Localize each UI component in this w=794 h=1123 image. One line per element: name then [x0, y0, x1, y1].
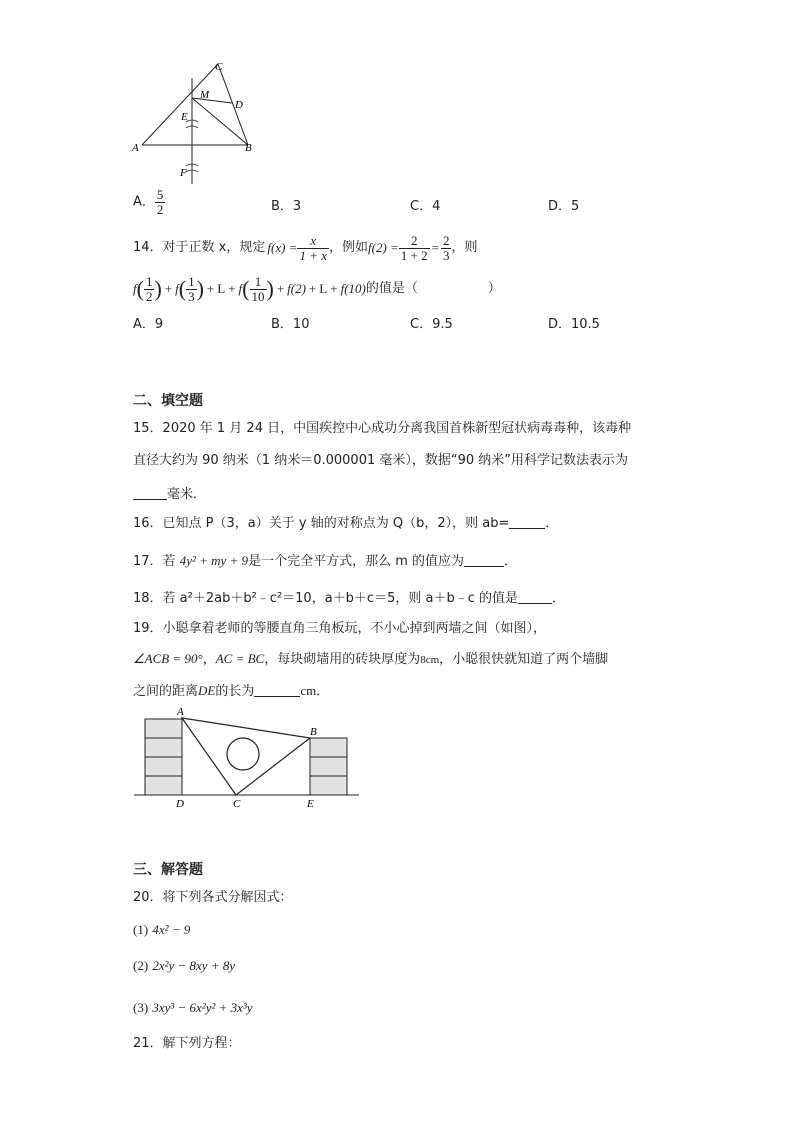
q19-ac-bc: AC = BC	[215, 651, 265, 666]
q15-line1: 15．2020 年 1 月 24 日，中国疾控中心成功分离我国首株新型冠状病毒毒种，该毒种	[133, 421, 632, 436]
frac-num: 1	[254, 273, 262, 289]
frac-den: 1 + 2	[400, 247, 428, 263]
q16	[133, 514, 558, 532]
label-A: A	[132, 142, 139, 154]
q14-option-a: A．9	[133, 317, 164, 332]
f-symbol: f	[238, 281, 243, 296]
q19-blank[interactable]	[254, 682, 300, 697]
q21-title: 21．解下列方程：	[133, 1036, 241, 1051]
frac-tenth	[250, 275, 267, 304]
q16-suffix: ．	[545, 516, 559, 531]
q14-value-text: 的值是（	[365, 281, 418, 296]
q15-blank[interactable]	[133, 485, 167, 500]
item-expr: 4x² − 9	[152, 922, 191, 937]
close-paren: ）	[487, 281, 501, 296]
q14-option-d: D．10.5	[548, 317, 600, 332]
q17-text: 是一个完全平方式，那么 m 的值应为	[248, 554, 464, 569]
q19-de: DE	[198, 683, 216, 698]
left-paren: (	[242, 276, 250, 301]
q18-text: 18．若 a²＋2ab＋b²﹣c²＝10，a＋b＋c＝5，则 a＋b﹣c 的值是	[133, 591, 518, 606]
q14-mid: ，例如	[328, 240, 368, 255]
q15-line3	[133, 485, 206, 503]
frac-den: 2	[156, 202, 164, 217]
label-C: C	[233, 798, 241, 810]
label-D: D	[176, 798, 184, 810]
label-D: D	[235, 99, 243, 111]
q14-f2-frac	[399, 234, 430, 263]
plus: +	[276, 281, 285, 296]
q15-line2: 直径大约为 90 纳米（1 纳米＝0.000001 毫米），数据“90 纳米”用科学记数法表示为	[133, 453, 629, 468]
q14-f2-result	[441, 234, 452, 263]
label-E: E	[307, 798, 314, 810]
ellipsis: L	[217, 281, 226, 296]
label-A: A	[177, 706, 184, 718]
q13-option-c: C．4	[410, 199, 441, 214]
q14-prefix: 14．对于正数 x，规定	[133, 240, 266, 255]
q13-option-a	[133, 188, 165, 217]
label-C: C	[215, 61, 223, 73]
label-E: E	[181, 111, 188, 123]
f-symbol: f	[133, 281, 137, 296]
q19-angle: ∠ACB = 90°	[133, 651, 203, 666]
item-label: (3)	[133, 1000, 149, 1015]
left-paren: (	[178, 276, 187, 301]
frac-third	[186, 275, 197, 304]
left-paren: (	[136, 276, 144, 301]
label-M: M	[200, 89, 210, 101]
q17-prefix: 17．若	[133, 554, 176, 569]
q14-suffix: ，则	[451, 240, 478, 255]
q14-option-c: C．9.5	[410, 317, 453, 332]
q20-item-1	[133, 922, 190, 939]
q14-line1	[133, 233, 478, 263]
frac-num: x	[310, 232, 317, 248]
frac-num: 1	[188, 273, 195, 289]
q16-blank[interactable]	[509, 514, 545, 529]
ellipsis: L	[319, 281, 328, 296]
plus: +	[206, 281, 215, 296]
q20-item-3	[133, 1000, 253, 1017]
q17-expr: 4y² + my + 9	[179, 553, 249, 568]
q17	[133, 552, 517, 570]
q19-line3	[133, 682, 329, 700]
q19-sep: ，	[202, 652, 216, 667]
q15-suffix: 毫米．	[167, 487, 207, 502]
q19-unit: 8cm	[420, 654, 440, 666]
frac-num: 2	[410, 232, 418, 248]
item-expr: 3xy³ − 6x²y² + 3x³y	[152, 1000, 253, 1015]
frac-den: 1 + x	[299, 247, 327, 263]
item-label: (2)	[133, 958, 149, 973]
q19-text: ，每块砌墙用的砖块厚度为	[264, 652, 421, 667]
q16-text: 16．已知点 P（3，a）关于 y 轴的对称点为 Q（b，2），则 ab=	[133, 516, 510, 531]
q14-line2	[133, 272, 501, 306]
q14-fx-frac	[297, 234, 329, 263]
q20-title: 20．将下列各式分解因式：	[133, 890, 293, 905]
right-paren: )	[266, 276, 274, 301]
q13-figure	[130, 58, 260, 188]
q19-figure	[132, 704, 364, 810]
q18-suffix: ．	[551, 591, 565, 606]
label-B: B	[310, 726, 317, 738]
f10-term: f(10)	[340, 281, 366, 296]
label-F: F	[180, 167, 187, 179]
section2-title: 二、填空题	[133, 393, 203, 409]
label-B: B	[245, 142, 252, 154]
q19-cm: cm	[300, 683, 317, 698]
frac-num: 5	[156, 187, 164, 202]
frac-num: 1	[145, 273, 153, 289]
frac-den: 3	[188, 288, 195, 304]
q14-eq: =	[431, 240, 439, 255]
q19-line3-prefix: 之间的距离	[133, 684, 199, 699]
q17-blank[interactable]	[464, 552, 504, 567]
q18	[133, 589, 565, 607]
q19-tail: ，小聪很快就知道了两个墙脚	[439, 652, 609, 667]
q19-line1: 19．小聪拿着老师的等腰直角三角板玩，不小心掉到两墙之间（如图），	[133, 621, 547, 636]
plus: +	[228, 281, 236, 296]
fraction-5-2	[155, 188, 166, 217]
frac-den: 10	[251, 288, 265, 304]
frac-half	[144, 275, 155, 304]
q14-fx-lhs: f(x) =	[267, 240, 298, 255]
q19-suffix: ．	[316, 684, 330, 699]
q17-suffix: ．	[504, 554, 518, 569]
q13-option-d: D．5	[548, 199, 580, 214]
q20-item-2	[133, 958, 235, 975]
frac-den: 2	[145, 288, 153, 304]
plus: +	[164, 281, 173, 296]
q14-f2-lhs: f(2) =	[368, 240, 399, 255]
f-symbol: f	[175, 281, 179, 296]
q14-option-b: B．10	[271, 317, 310, 332]
q19-line3-text: 的长为	[215, 684, 255, 699]
frac-num: 2	[442, 232, 450, 248]
item-label: (1)	[133, 922, 149, 937]
f2-term: f(2)	[287, 281, 306, 296]
plus: +	[308, 281, 317, 296]
option-a-label: A．	[133, 194, 155, 210]
frac-den: 3	[442, 247, 450, 263]
plus: +	[330, 281, 338, 296]
q19-line2	[133, 651, 608, 668]
right-paren: )	[196, 276, 204, 301]
q18-blank[interactable]	[518, 589, 552, 604]
section3-title: 三、解答题	[133, 862, 203, 878]
item-expr: 2x²y − 8xy + 8y	[152, 958, 236, 973]
right-paren: )	[154, 276, 162, 301]
q13-option-b: B．3	[271, 199, 302, 214]
